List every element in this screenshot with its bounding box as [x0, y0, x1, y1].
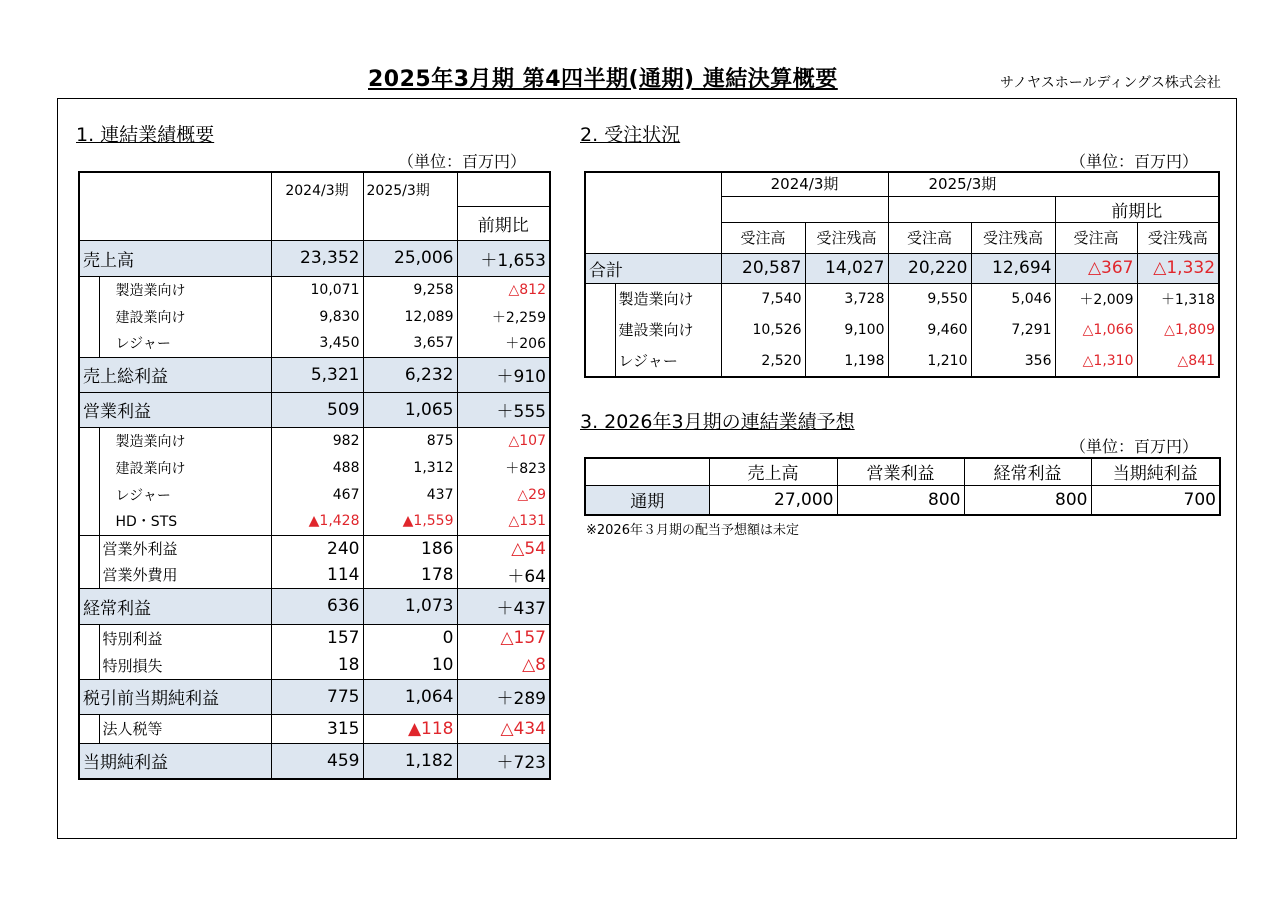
- value-2024: ▲1,428: [271, 508, 363, 535]
- row-label: 通期: [585, 485, 709, 515]
- dividend-note: ※2026年３月期の配当予想額は未定: [586, 523, 799, 538]
- value-diff: ＋823: [457, 454, 550, 481]
- table-row: [585, 314, 1219, 345]
- table-row: [79, 392, 550, 427]
- table-row: [79, 357, 550, 392]
- value-2025: 1,312: [363, 454, 457, 481]
- value-2024: 315: [271, 714, 363, 743]
- value-2024: 488: [271, 454, 363, 481]
- col-backlog: 受注残高: [1137, 222, 1219, 253]
- section-1-heading: 1. 連結業績概要: [76, 124, 215, 146]
- value-2025: 1,065: [363, 392, 457, 427]
- value-2025: 875: [363, 427, 457, 454]
- row-label: 経常利益: [79, 588, 271, 624]
- value-diff: △107: [457, 427, 550, 454]
- table-row: [79, 427, 550, 454]
- row-label: レジャー: [615, 345, 721, 377]
- table-row: [585, 485, 1220, 515]
- value-2025: ▲1,559: [363, 508, 457, 535]
- value-2024: 459: [271, 743, 363, 779]
- indent-gutter: [79, 330, 99, 357]
- indent-gutter: [585, 314, 615, 345]
- orders-diff: ＋2,009: [1055, 283, 1137, 314]
- indent-gutter: [585, 345, 615, 377]
- header-blank: [457, 172, 550, 206]
- orders-2024: 2,520: [721, 345, 805, 377]
- orders-diff: △367: [1055, 253, 1137, 283]
- backlog-2024: 14,027: [805, 253, 888, 283]
- row-label: 税引前当期純利益: [79, 679, 271, 714]
- col-orders: 受注高: [721, 222, 805, 253]
- indent-gutter: [585, 283, 615, 314]
- orders-diff: △1,310: [1055, 345, 1137, 377]
- value-diff: △157: [457, 624, 550, 652]
- value-2025: 186: [363, 535, 457, 562]
- value-2025: 178: [363, 562, 457, 588]
- col-orders: 受注高: [888, 222, 971, 253]
- col-ordinary-income: 経常利益: [964, 458, 1091, 485]
- table-row: [79, 624, 550, 652]
- table-row: [585, 345, 1219, 377]
- table-row: [79, 562, 550, 588]
- row-label: レジャー: [99, 481, 271, 508]
- col-2024: 2024/3期: [271, 172, 363, 240]
- header-blank: [585, 458, 709, 485]
- forecast-table: [584, 457, 1221, 516]
- indent-gutter: [79, 535, 99, 562]
- value-diff: ＋1,653: [457, 240, 550, 276]
- col-2024: 2024/3期: [721, 172, 888, 196]
- table-row: [79, 508, 550, 535]
- value-diff: △54: [457, 535, 550, 562]
- table-row: [79, 303, 550, 330]
- col-diff: 前期比: [1055, 196, 1219, 222]
- indent-gutter: [79, 714, 99, 743]
- row-label: 売上高: [79, 240, 271, 276]
- row-label: 建設業向け: [99, 303, 271, 330]
- consolidated-results-table: [78, 171, 551, 780]
- indent-gutter: [79, 562, 99, 588]
- row-label: 法人税等: [99, 714, 271, 743]
- col-operating-income: 営業利益: [837, 458, 964, 485]
- table-row: [79, 679, 550, 714]
- value-2025: 1,182: [363, 743, 457, 779]
- row-label: 合計: [585, 253, 721, 283]
- value-diff: △131: [457, 508, 550, 535]
- table-row: [79, 652, 550, 679]
- value-2024: 3,450: [271, 330, 363, 357]
- value-diff: ＋2,259: [457, 303, 550, 330]
- orders-table: [584, 171, 1220, 378]
- col-2025: 2025/3期: [363, 172, 457, 206]
- page-title: 2025年3月期 第4四半期(通期) 連結決算概要: [368, 67, 838, 92]
- value-2024: 636: [271, 588, 363, 624]
- col-diff: 前期比: [457, 206, 550, 240]
- value-2025: 3,657: [363, 330, 457, 357]
- value-2024: 23,352: [271, 240, 363, 276]
- value-diff: ＋289: [457, 679, 550, 714]
- orders-2024: 7,540: [721, 283, 805, 314]
- table-row: [79, 535, 550, 562]
- table-row: [79, 588, 550, 624]
- section-2-heading: 2. 受注状況: [580, 124, 681, 146]
- backlog-2025: 12,694: [971, 253, 1055, 283]
- value-2025: 10: [363, 652, 457, 679]
- col-net-income: 当期純利益: [1091, 458, 1220, 485]
- table-row: [585, 253, 1219, 283]
- value-2024: 9,830: [271, 303, 363, 330]
- value-2024: 982: [271, 427, 363, 454]
- forecast-net-income: 700: [1091, 485, 1220, 515]
- value-2024: 509: [271, 392, 363, 427]
- indent-gutter: [79, 303, 99, 330]
- indent-gutter: [79, 508, 99, 535]
- value-2025: 0: [363, 624, 457, 652]
- value-2025: ▲118: [363, 714, 457, 743]
- orders-2025: 9,460: [888, 314, 971, 345]
- header-blank: [721, 196, 888, 222]
- value-2025: 1,073: [363, 588, 457, 624]
- value-2024: 467: [271, 481, 363, 508]
- value-2025: 9,258: [363, 276, 457, 303]
- backlog-2024: 1,198: [805, 345, 888, 377]
- value-diff: △434: [457, 714, 550, 743]
- backlog-diff: ＋1,318: [1137, 283, 1219, 314]
- table-row: [79, 240, 550, 276]
- indent-gutter: [79, 624, 99, 652]
- value-diff: ＋910: [457, 357, 550, 392]
- orders-2024: 10,526: [721, 314, 805, 345]
- backlog-2025: 356: [971, 345, 1055, 377]
- header-blank: [363, 206, 457, 240]
- value-2024: 240: [271, 535, 363, 562]
- row-label: 営業外費用: [99, 562, 271, 588]
- row-label: 営業利益: [79, 392, 271, 427]
- value-2025: 6,232: [363, 357, 457, 392]
- header-blank: [585, 172, 721, 253]
- row-label: 特別損失: [99, 652, 271, 679]
- section-3-heading: 3. 2026年3月期の連結業績予想: [580, 411, 855, 433]
- value-2025: 437: [363, 481, 457, 508]
- row-label: 建設業向け: [99, 454, 271, 481]
- orders-2024: 20,587: [721, 253, 805, 283]
- backlog-2025: 5,046: [971, 283, 1055, 314]
- company-name: サノヤスホールディングス株式会社: [1000, 75, 1221, 91]
- table-row: [79, 481, 550, 508]
- orders-2025: 20,220: [888, 253, 971, 283]
- row-label: 営業外利益: [99, 535, 271, 562]
- indent-gutter: [79, 652, 99, 679]
- table-row: [79, 454, 550, 481]
- indent-gutter: [79, 276, 99, 303]
- section-2-unit: （単位：百万円）: [1070, 152, 1199, 171]
- value-2025: 12,089: [363, 303, 457, 330]
- value-diff: ＋555: [457, 392, 550, 427]
- table-row: [79, 330, 550, 357]
- value-2024: 114: [271, 562, 363, 588]
- row-label: 製造業向け: [99, 427, 271, 454]
- value-2024: 10,071: [271, 276, 363, 303]
- row-label: 売上総利益: [79, 357, 271, 392]
- value-diff: △8: [457, 652, 550, 679]
- forecast-operating-income: 800: [837, 485, 964, 515]
- indent-gutter: [79, 427, 99, 454]
- value-diff: △29: [457, 481, 550, 508]
- value-diff: ＋437: [457, 588, 550, 624]
- row-label: 特別利益: [99, 624, 271, 652]
- backlog-2024: 3,728: [805, 283, 888, 314]
- table-row: [79, 276, 550, 303]
- col-orders: 受注高: [1055, 222, 1137, 253]
- row-label: HD・STS: [99, 508, 271, 535]
- orders-2025: 1,210: [888, 345, 971, 377]
- backlog-diff: △1,332: [1137, 253, 1219, 283]
- value-2025: 1,064: [363, 679, 457, 714]
- forecast-sales: 27,000: [709, 485, 837, 515]
- col-backlog: 受注残高: [971, 222, 1055, 253]
- section-3-unit: （単位：百万円）: [1070, 437, 1199, 456]
- backlog-diff: △1,809: [1137, 314, 1219, 345]
- value-2024: 18: [271, 652, 363, 679]
- value-diff: ＋723: [457, 743, 550, 779]
- backlog-2025: 7,291: [971, 314, 1055, 345]
- row-label: 製造業向け: [615, 283, 721, 314]
- indent-gutter: [79, 481, 99, 508]
- header-blank: [79, 172, 271, 240]
- value-2024: 775: [271, 679, 363, 714]
- value-2024: 157: [271, 624, 363, 652]
- forecast-ordinary-income: 800: [964, 485, 1091, 515]
- section-1-unit: （単位：百万円）: [398, 152, 527, 171]
- col-2025: 2025/3期: [888, 172, 1219, 196]
- value-diff: ＋206: [457, 330, 550, 357]
- value-2024: 5,321: [271, 357, 363, 392]
- row-label: 製造業向け: [99, 276, 271, 303]
- value-diff: △812: [457, 276, 550, 303]
- backlog-2024: 9,100: [805, 314, 888, 345]
- table-row: [79, 743, 550, 779]
- col-backlog: 受注残高: [805, 222, 888, 253]
- value-2025: 25,006: [363, 240, 457, 276]
- header-blank: [888, 196, 1055, 222]
- orders-diff: △1,066: [1055, 314, 1137, 345]
- orders-2025: 9,550: [888, 283, 971, 314]
- col-sales: 売上高: [709, 458, 837, 485]
- table-row: [585, 283, 1219, 314]
- row-label: 当期純利益: [79, 743, 271, 779]
- table-row: [79, 714, 550, 743]
- value-diff: ＋64: [457, 562, 550, 588]
- indent-gutter: [79, 454, 99, 481]
- row-label: 建設業向け: [615, 314, 721, 345]
- backlog-diff: △841: [1137, 345, 1219, 377]
- row-label: レジャー: [99, 330, 271, 357]
